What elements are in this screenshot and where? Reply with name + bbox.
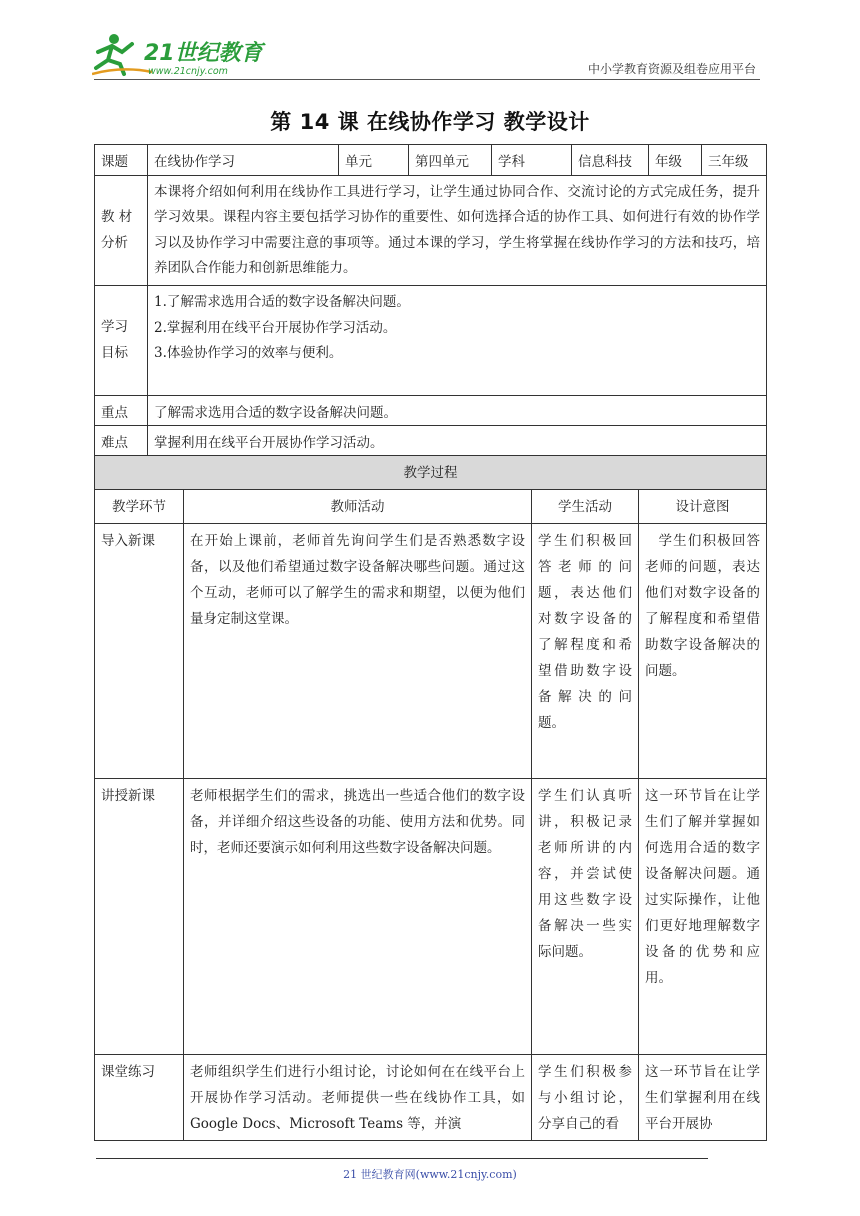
header-teacher: 教师活动 — [184, 490, 532, 524]
difficulty-label: 难点 — [95, 426, 148, 456]
goals-label-line1: 学习 — [101, 319, 128, 335]
key-label: 重点 — [95, 396, 148, 426]
analysis-label-line2: 分析 — [101, 234, 128, 251]
teacher-cell: 老师组织学生们进行小组讨论，讨论如何在在线平台上开展协作学习活动。老师提供一些在线协作工具，如 Google Docs、Microsoft Teams 等，并演 — [184, 1055, 532, 1141]
header-divider — [94, 79, 760, 80]
goal-item: 2.掌握利用在线平台开展协作学习活动。 — [154, 319, 397, 336]
process-table — [94, 455, 767, 1141]
footer-text: 21 世纪教育网(www.21cnjy.com) — [343, 1168, 517, 1181]
runner-icon — [92, 34, 152, 74]
student-cell: 学生们积极参与小组讨论，分享自己的看 — [532, 1055, 639, 1141]
grade-value: 三年级 — [702, 145, 767, 176]
key-value: 了解需求选用合适的数字设备解决问题。 — [148, 396, 767, 426]
table-row — [95, 1055, 767, 1141]
stage-cell: 讲授新课 — [95, 779, 184, 1055]
logo-text: 21世纪教育 — [144, 41, 263, 66]
goal-item: 1.了解需求选用合适的数字设备解决问题。 — [154, 294, 410, 310]
student-cell: 学生们积极回答老师的问题，表达他们对数字设备的了解程度和希望借助数字设备解决的问题。 — [532, 524, 639, 779]
table-row — [95, 524, 767, 779]
subject-value: 信息科技 — [572, 145, 649, 176]
topic-label: 课题 — [95, 145, 148, 176]
platform-name: 中小学教育资源及组卷应用平台 — [587, 62, 756, 76]
intent-cell: 这一环节旨在让学生们了解并掌握如何选用合适的数字设备解决问题。通过实际操作，让他们更好地理解数字设备的优势和应用。 — [639, 779, 767, 1055]
stage-cell: 课堂练习 — [95, 1055, 184, 1141]
goals-label-line2: 目标 — [101, 344, 128, 361]
student-cell: 学生们认真听讲，积极记录老师所讲的内容，并尝试使用这些数字设备解决一些实际问题。 — [532, 779, 639, 1055]
intent-cell: 学生们积极回答老师的问题，表达他们对数字设备的了解程度和希望借助数字设备解决的问题。 — [639, 524, 767, 779]
unit-label: 单元 — [339, 145, 409, 176]
table-row — [95, 779, 767, 1055]
goals-list — [148, 286, 767, 396]
header-intent: 设计意图 — [639, 490, 767, 524]
intent-cell: 这一环节旨在让学生们掌握利用在线平台开展协 — [639, 1055, 767, 1141]
goal-item: 3.体验协作学习的效率与便利。 — [154, 345, 343, 361]
topic-value: 在线协作学习 — [148, 145, 339, 176]
header-student: 学生活动 — [532, 490, 639, 524]
footer-divider — [96, 1158, 708, 1159]
difficulty-value: 掌握利用在线平台开展协作学习活动。 — [148, 426, 767, 456]
stage-cell: 导入新课 — [95, 524, 184, 779]
grade-label: 年级 — [649, 145, 702, 176]
info-table — [94, 144, 767, 456]
document-title: 第 14 课 在线协作学习 教学设计 — [270, 110, 590, 134]
teacher-cell: 在开始上课前，老师首先询问学生们是否熟悉数字设备，以及他们希望通过数字设备解决哪些问题。通过这个互动，老师可以了解学生的需求和期望，以便为他们量身定制这堂课。 — [184, 524, 532, 779]
analysis-label-line1: 教 材 — [101, 209, 133, 225]
teacher-cell: 老师根据学生们的需求，挑选出一些适合他们的数字设备，并详细介绍这些设备的功能、使用方法和优势。同时，老师还要演示如何利用这些数字设备解决问题。 — [184, 779, 532, 1055]
analysis-label — [95, 176, 148, 286]
analysis-text: 本课将介绍如何利用在线协作工具进行学习，让学生通过协同合作、交流讨论的方式完成任务，提升学习效果。课程内容主要包括学习协作的重要性、如何选择合适的协作工具、如何进行有效的协作学习以及协作学习中需要注意的事项等。通过本课的学习，学生将掌握在线协作学习的方法和技巧，培养团队合作能力和创新思维能力。 — [148, 176, 767, 286]
unit-value: 第四单元 — [409, 145, 492, 176]
site-logo — [92, 30, 272, 80]
subject-label: 学科 — [492, 145, 572, 176]
process-band-title: 教学过程 — [95, 456, 767, 490]
header-stage: 教学环节 — [95, 490, 184, 524]
logo-url: www.21cnjy.com — [148, 66, 228, 77]
goals-label — [95, 286, 148, 396]
